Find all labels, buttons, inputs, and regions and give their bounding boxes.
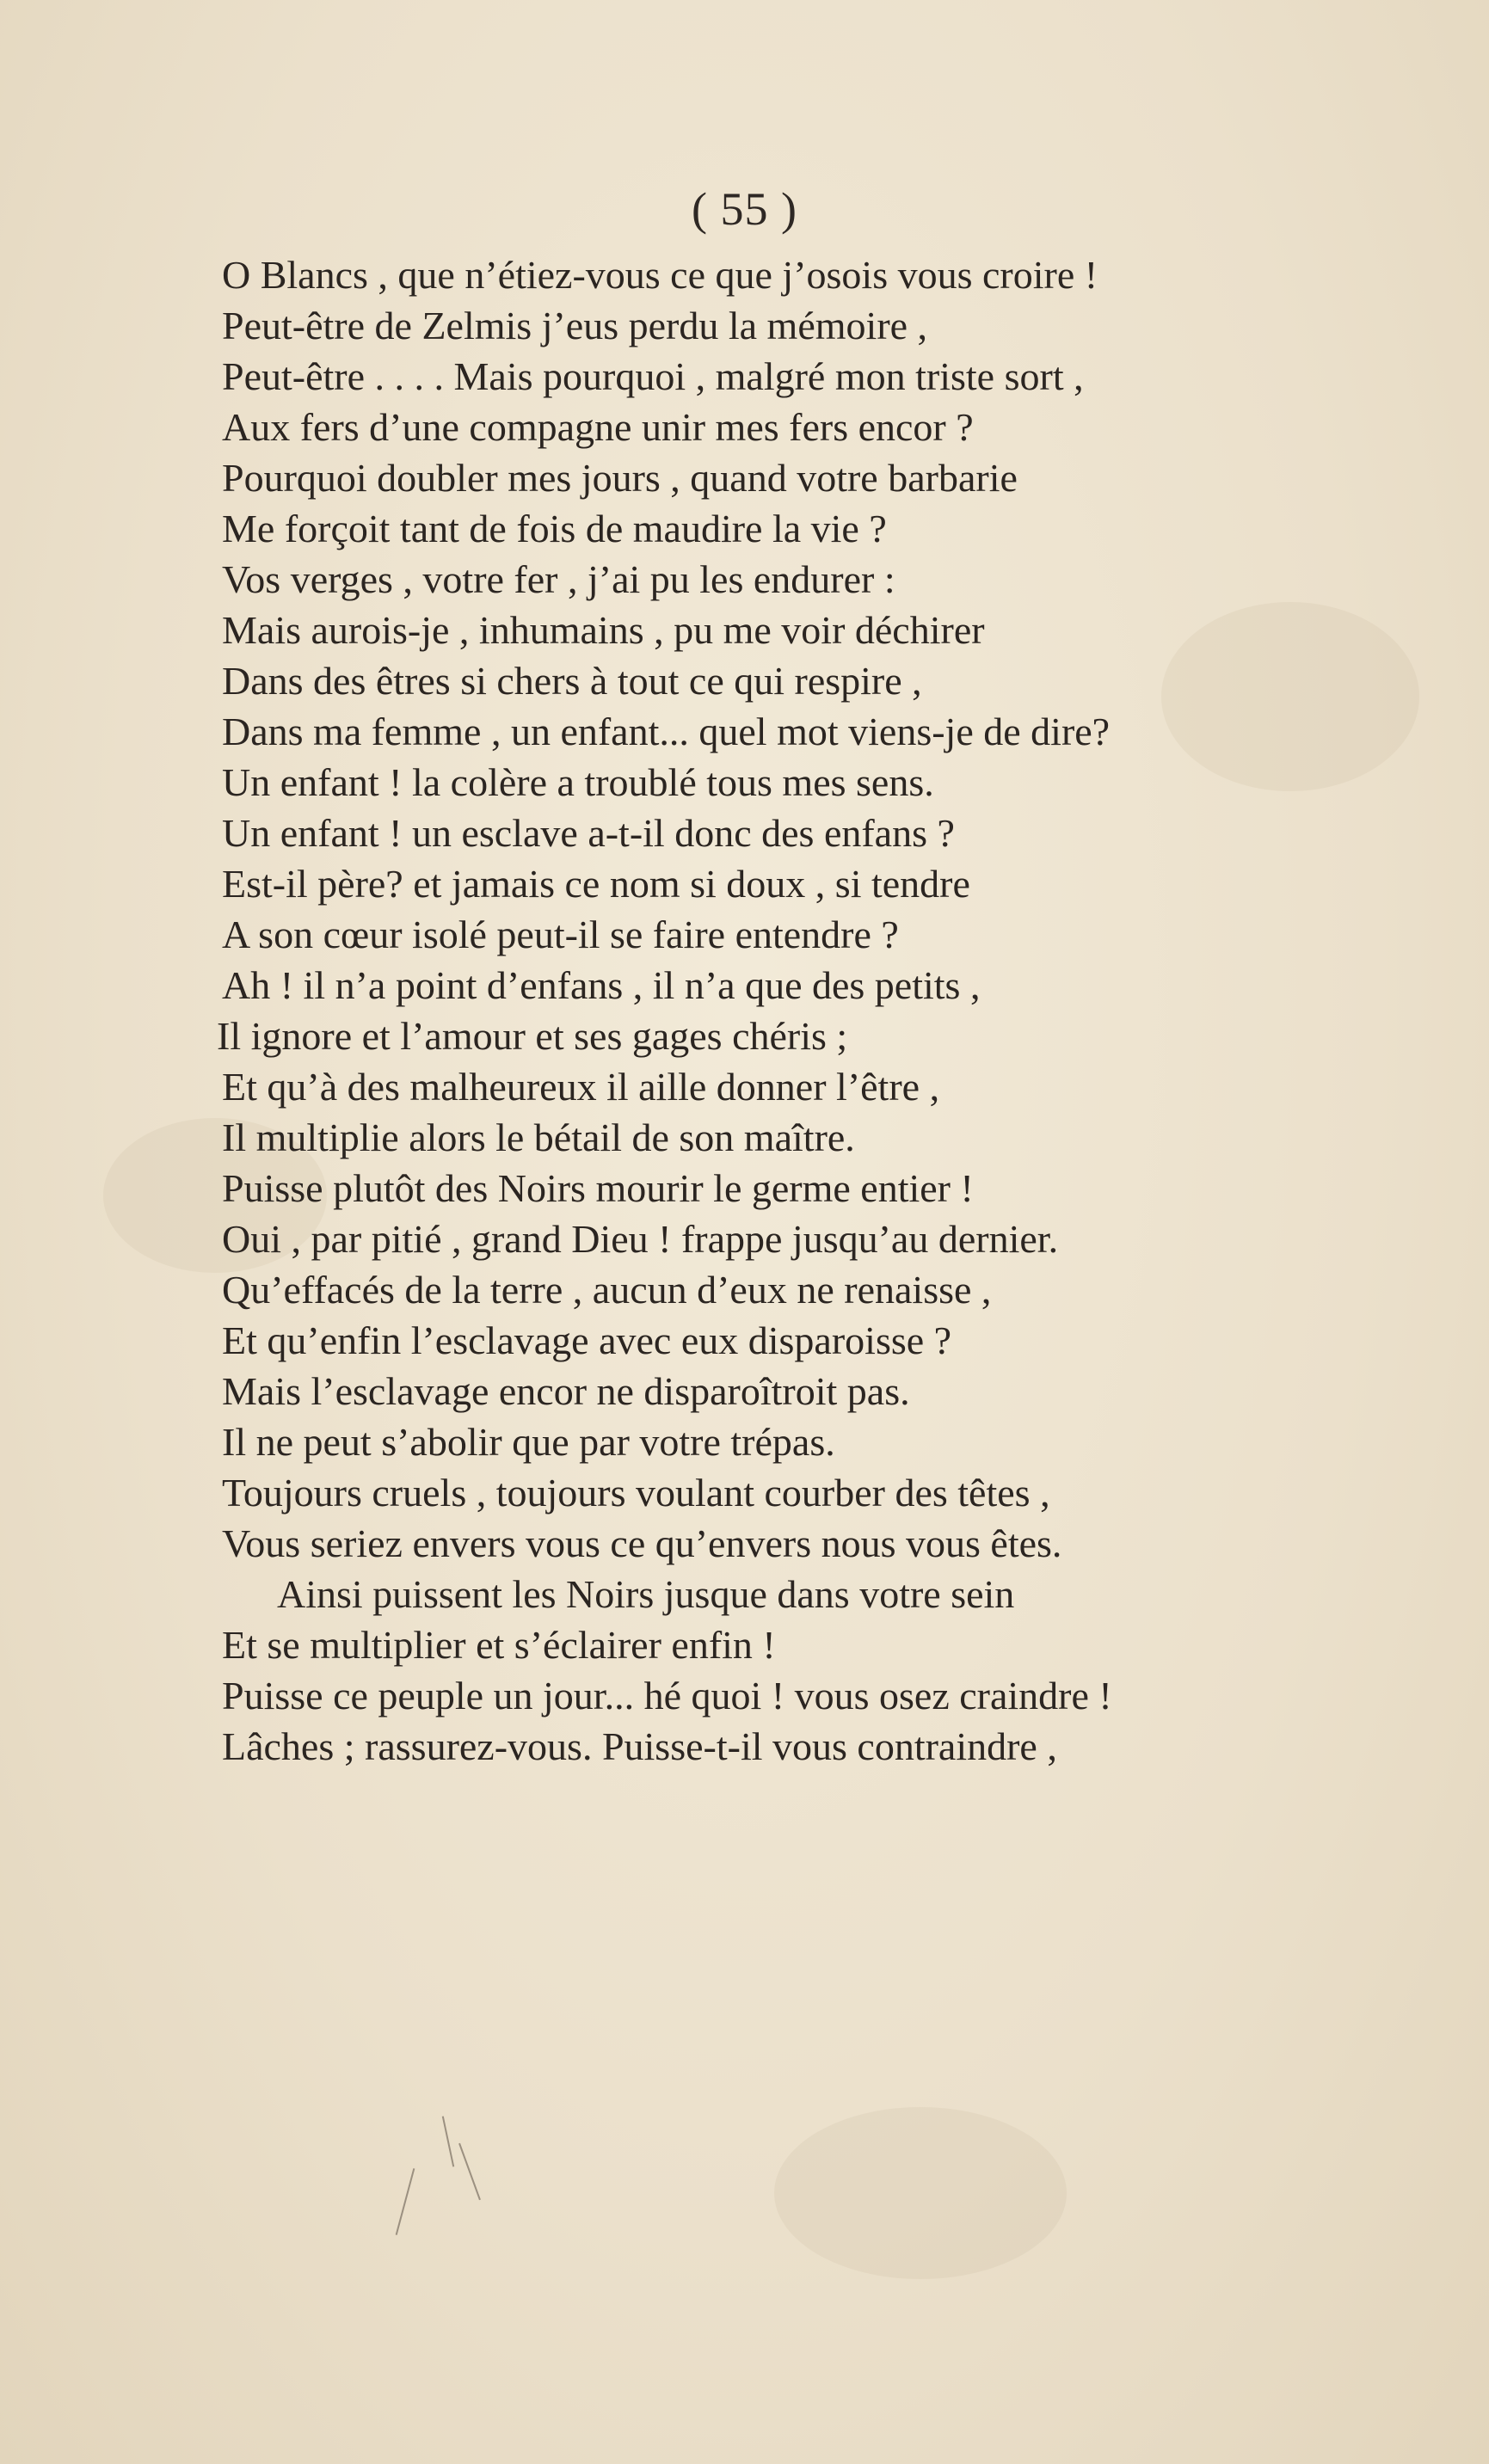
ink-mark [396,2168,415,2235]
poem-line: Il ignore et l’amour et ses gages chéris ; [217,1014,848,1058]
paper-stain [774,2107,1067,2279]
poem-line: Oui , par pitié , grand Dieu ! frappe jusqu’au dernier. [222,1217,1059,1261]
poem-line: Dans ma femme , un enfant... quel mot viens-je de dire? [222,710,1111,753]
poem-text [217,249,1323,1772]
poem-line: Vous seriez envers vous ce qu’envers nous vous êtes. [222,1521,1062,1565]
poem-line: Mais aurois-je , inhumains , pu me voir déchirer [222,608,985,652]
poem-line: Qu’effacés de la terre , aucun d’eux ne renaisse , [222,1268,992,1312]
poem-line: Pourquoi doubler mes jours , quand votre barbarie [222,456,1018,500]
poem-line: A son cœur isolé peut-il se faire entendre ? [222,912,899,956]
poem-line: Lâches ; rassurez-vous. Puisse-t-il vous contraindre , [222,1724,1057,1768]
poem-line: Peut-être de Zelmis j’eus perdu la mémoire , [222,304,928,347]
poem-line: Aux fers d’une compagne unir mes fers encor ? [222,405,974,449]
poem-line: Et qu’à des malheureux il aille donner l’être , [222,1065,940,1109]
poem-line: Dans des êtres si chers à tout ce qui respire , [222,659,922,703]
poem-line: Ah ! il n’a point d’enfans , il n’a que des petits , [222,963,981,1007]
poem-line: Il ne peut s’abolir que par votre trépas. [222,1420,835,1464]
poem-line: Me forçoit tant de fois de maudire la vie ? [222,507,887,550]
poem-line: Et qu’enfin l’esclavage avec eux disparoisse ? [222,1318,952,1362]
poem-line: O Blancs , que n’étiez-vous ce que j’osois vous croire ! [222,253,1098,297]
poem-line: Et se multiplier et s’éclairer enfin ! [222,1623,776,1667]
poem-line: Toujours cruels , toujours voulant courber des têtes , [222,1471,1050,1515]
poem-line: Peut-être . . . . Mais pourquoi , malgré mon triste sort , [222,354,1084,398]
ink-mark [442,2116,454,2166]
poem-line: Il multiplie alors le bétail de son maître. [222,1115,855,1159]
ink-mark [458,2143,481,2200]
poem-line: Ainsi puissent les Noirs jusque dans votre sein [277,1572,1015,1616]
poem-line: Un enfant ! un esclave a-t-il donc des enfans ? [222,811,955,855]
poem-line: Puisse ce peuple un jour... hé quoi ! vous osez craindre ! [222,1674,1112,1717]
poem-line: Mais l’esclavage encor ne disparoîtroit pas. [222,1369,910,1413]
page-number: ( 55 ) [692,183,797,235]
poem-line: Est-il père? et jamais ce nom si doux , si tendre [222,862,970,906]
poem-line: Puisse plutôt des Noirs mourir le germe entier ! [222,1166,974,1210]
poem-line: Un enfant ! la colère a troublé tous mes sens. [222,760,934,804]
poem-line: Vos verges , votre fer , j’ai pu les endurer : [222,557,895,601]
